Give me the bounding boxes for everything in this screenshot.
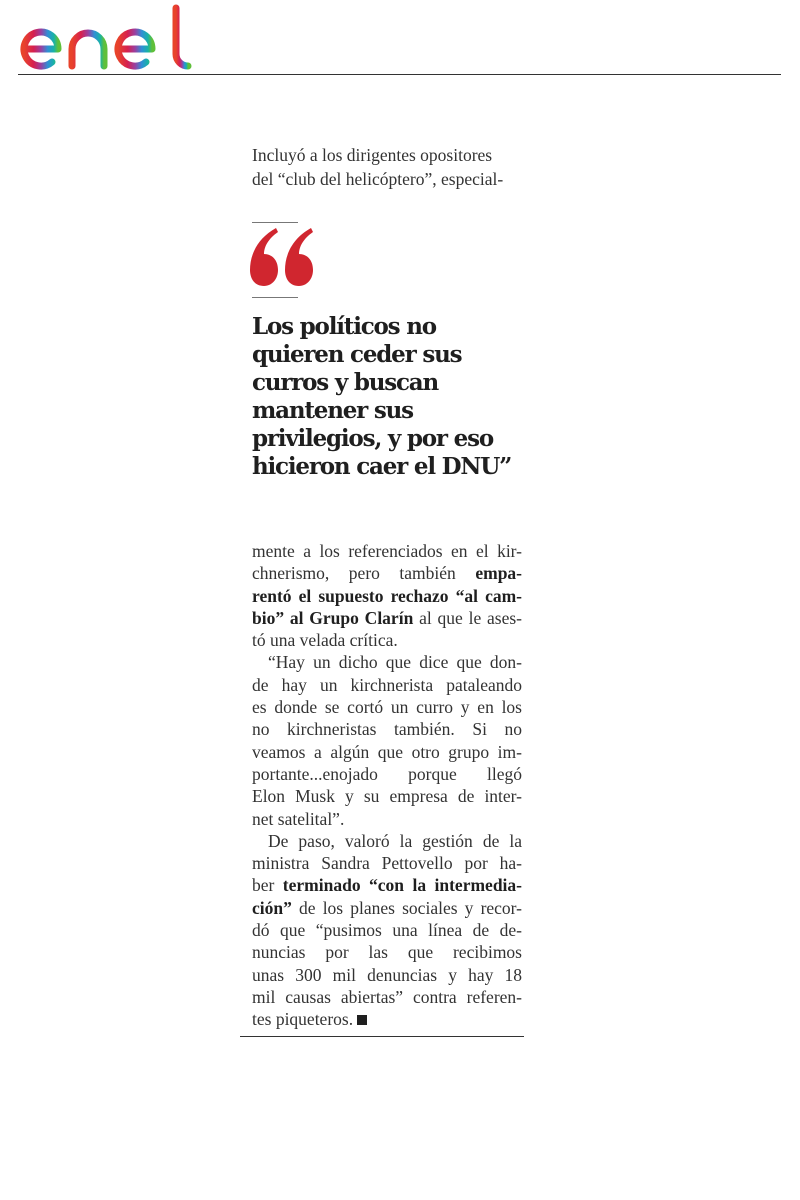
bold-phrase: ción”: [252, 897, 292, 918]
pull-quote-line: privilegios, y por eso: [252, 425, 493, 452]
body-line: ción” de los planes sociales y recor-: [252, 897, 522, 918]
article-body: [252, 540, 522, 1031]
quote-bottom-rule: [252, 297, 298, 298]
lead-text: [252, 143, 522, 191]
body-line: no kirchneristas también. Si no: [252, 719, 522, 740]
quote-mark-icon: [250, 226, 316, 288]
bold-phrase: terminado “con la intermedia-: [282, 875, 522, 896]
pull-quote-line: Los políticos no: [252, 313, 436, 340]
body-line: chnerismo, pero también empa-: [252, 563, 522, 584]
body-line: mente a los referenciados en el kir-: [252, 541, 522, 561]
pull-quote-line: quieren ceder sus: [252, 341, 462, 368]
pull-quote-line: curros y buscan: [252, 369, 439, 396]
bold-phrase: bio” al Grupo Clarín: [252, 607, 414, 628]
body-line: ber terminado “con la intermedia-: [252, 875, 522, 896]
end-of-article-icon: [357, 1015, 367, 1025]
pull-quote: [252, 313, 532, 481]
article-bottom-rule: [240, 1036, 524, 1037]
bold-phrase: rentó el supuesto rechazo “al cam-: [252, 585, 522, 606]
enel-logo: [18, 2, 198, 74]
body-line: dó que “pusimos una línea de de-: [252, 920, 522, 941]
body-line: ministra Sandra Pettovello por ha-: [252, 853, 522, 874]
pull-quote-line: hicieron caer el DNU”: [252, 453, 512, 480]
quote-top-rule: [252, 222, 298, 223]
body-line: nuncias por las que recibimos: [252, 942, 522, 963]
header-divider: [18, 74, 781, 75]
body-line: net satelital”.: [252, 808, 345, 829]
pull-quote-line: mantener sus: [252, 397, 413, 424]
body-line: “Hay un dicho que dice que don-: [268, 652, 522, 673]
body-line: tes piqueteros.: [252, 1008, 522, 1030]
body-line: es donde se cortó un curro y en los: [252, 697, 522, 718]
lead-line: del “club del helicóptero”, especial-: [252, 169, 504, 189]
body-line: portante...enojado porque llegó: [252, 763, 522, 784]
lead-line: Incluyó a los dirigentes opositores: [252, 145, 493, 165]
body-line: [252, 585, 522, 607]
body-line: veamos a algún que otro grupo im-: [252, 741, 522, 762]
body-line: de hay un kirchnerista pataleando: [252, 674, 522, 695]
bold-phrase: empa-: [475, 563, 522, 584]
body-line: Elon Musk y su empresa de inter-: [252, 786, 522, 807]
body-line: De paso, valoró la gestión de la: [268, 830, 522, 851]
body-line: tó una velada crítica.: [252, 630, 398, 651]
body-line: unas 300 mil denuncias y hay 18: [252, 964, 522, 985]
body-line: mil causas abiertas” contra referen-: [252, 986, 522, 1007]
body-line: bio” al Grupo Clarín al que le ases-: [252, 607, 523, 628]
